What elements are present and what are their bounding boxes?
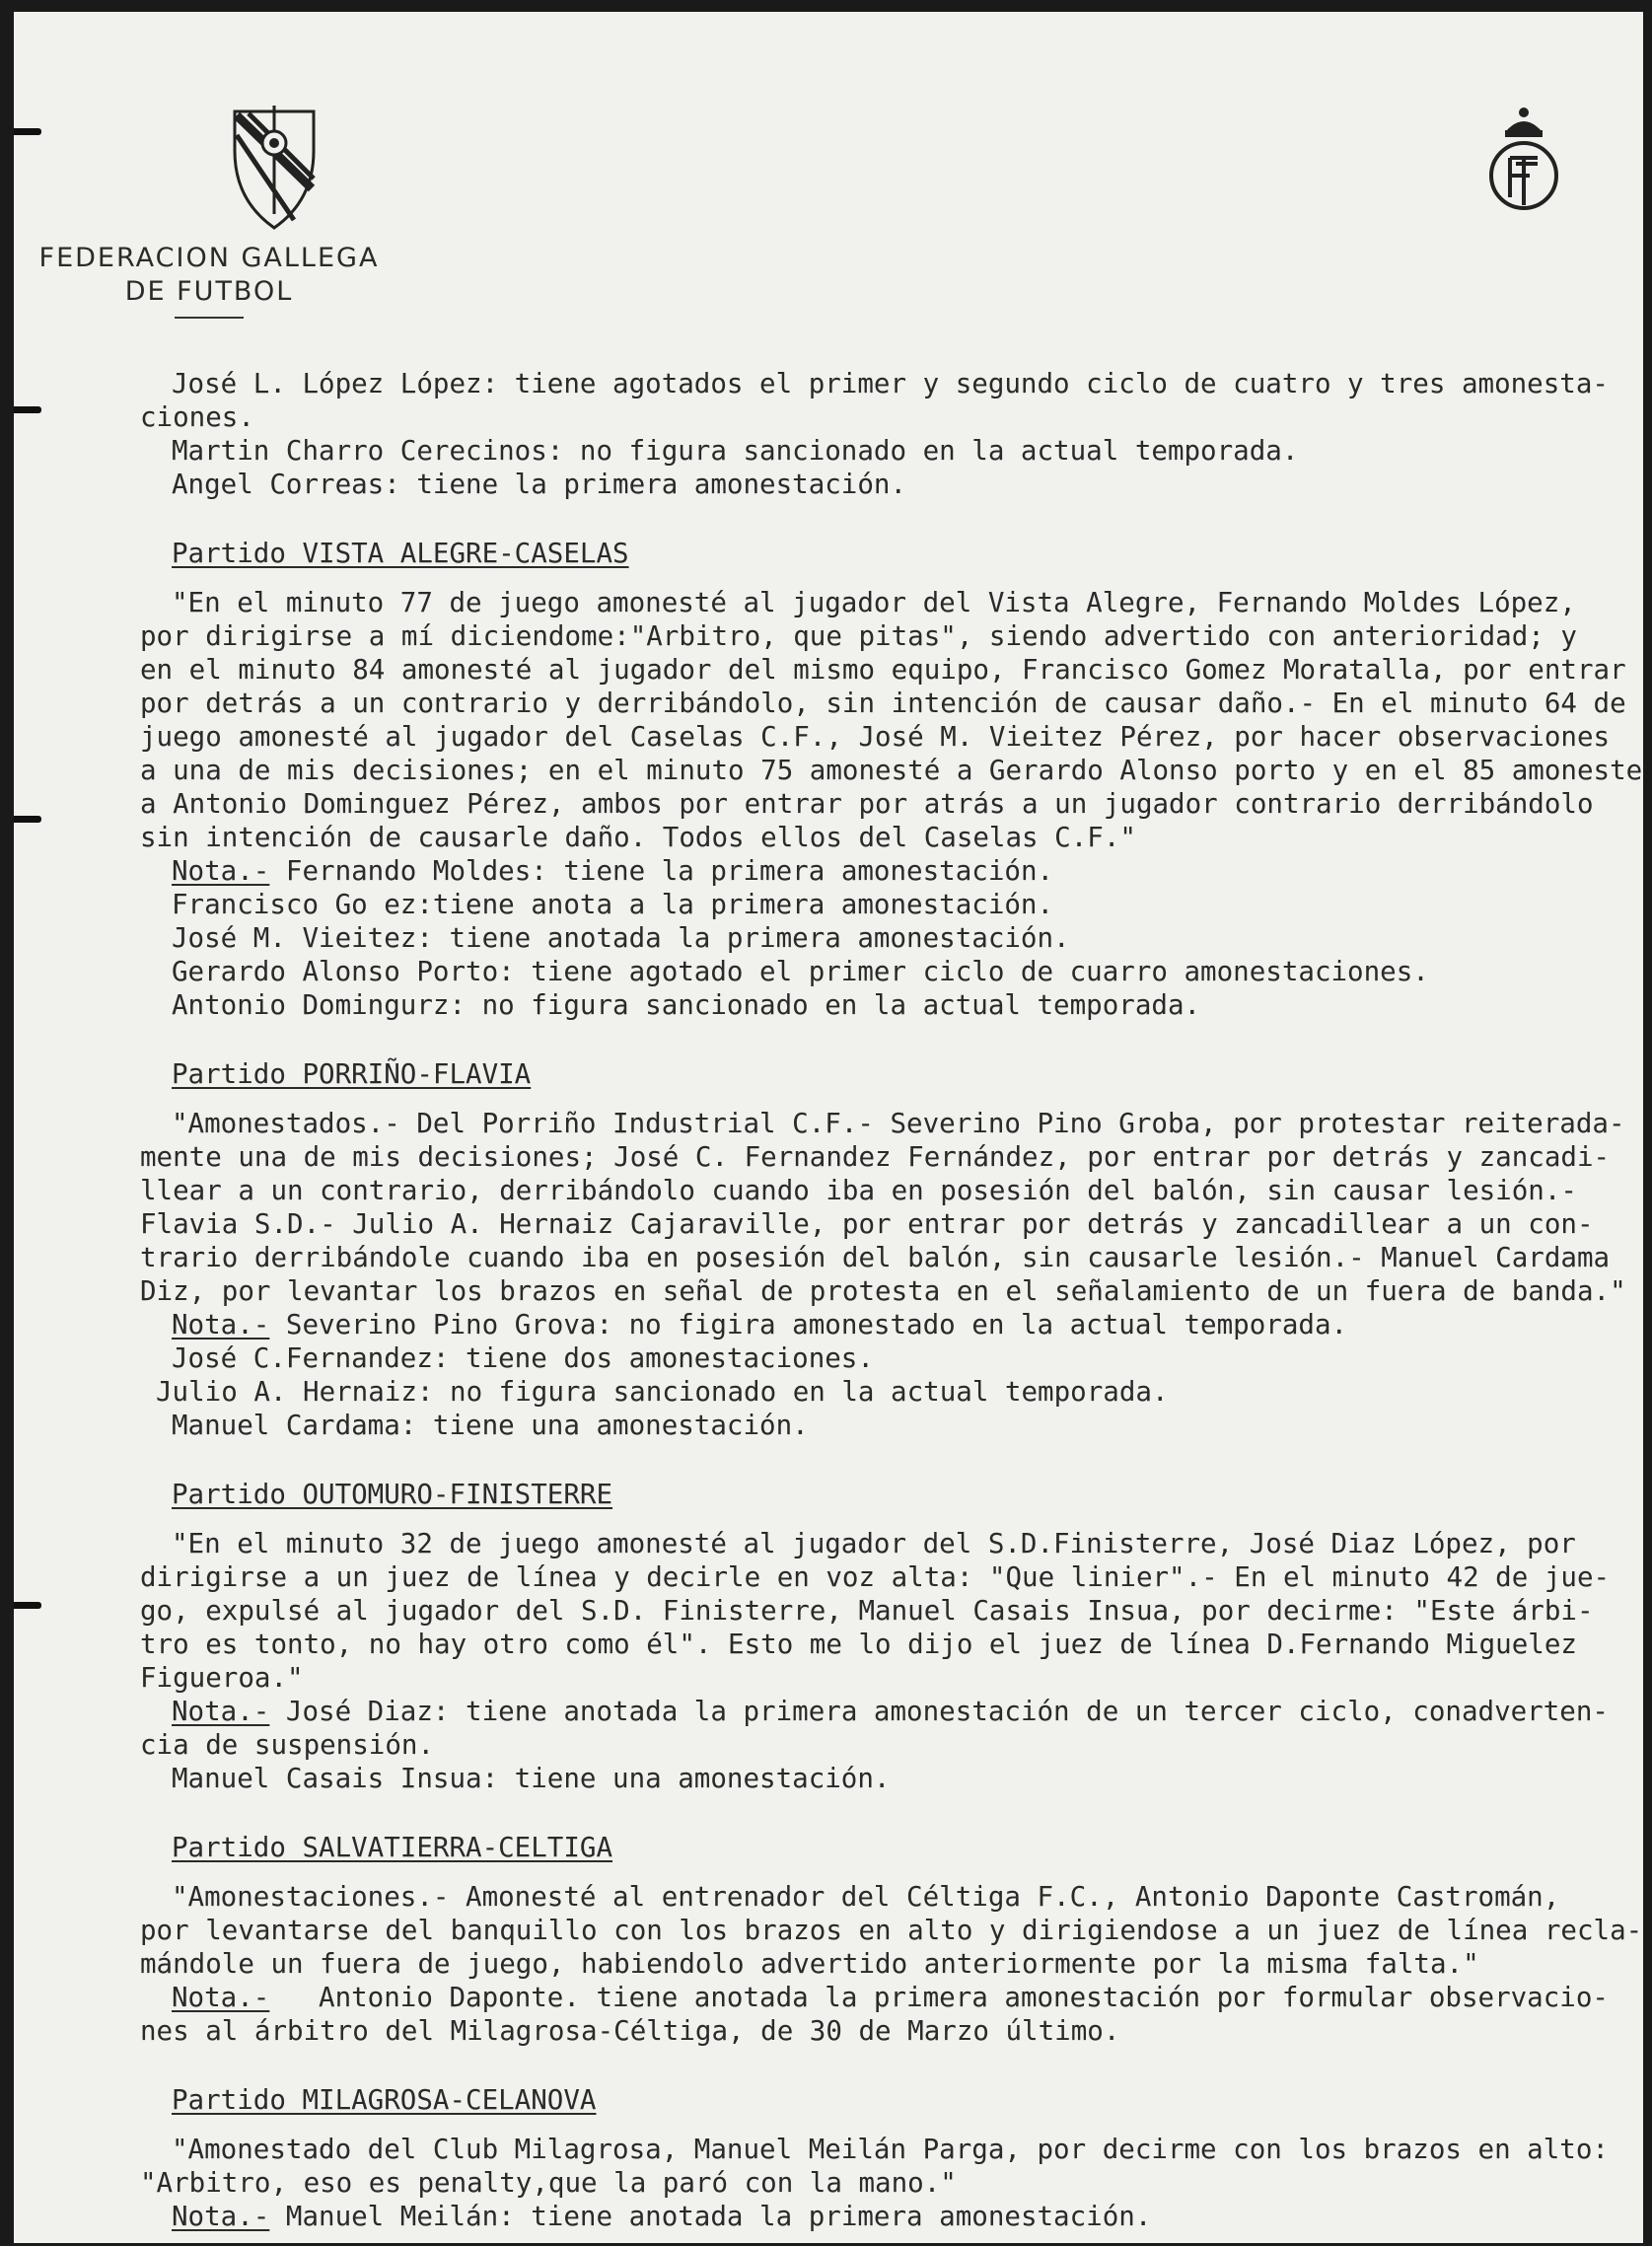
punch-hole-mark: [14, 1602, 41, 1609]
section-heading: Partido SALVATIERRA-CELTIGA: [172, 1832, 613, 1863]
note-line: Julio A. Hernaiz: no figura sancionado en la actual temporada.: [156, 1376, 1169, 1408]
document-page: [14, 12, 1643, 2243]
note-line: Manuel Casais Insua: tiene una amonestación.: [172, 1763, 891, 1794]
note-text: José Diaz: tiene anotada la primera amonestación de un tercer ciclo, conadverten-: [269, 1696, 1609, 1727]
report-line: go, expulsé al jugador del S.D. Finisterre, Manuel Casais Insua, por decirme: "Este árbi-: [140, 1595, 1594, 1627]
report-line: por dirigirse a mí diciendome:"Arbitro, que pitas", siendo advertido con anterioridad; y: [140, 620, 1577, 652]
note-line: nes al árbitro del Milagrosa-Céltiga, de 30 de Marzo último.: [140, 2015, 1120, 2047]
note-line: José M. Vieitez: tiene anotada la primera amonestación.: [172, 922, 1070, 954]
report-line: "Amonestados.- Del Porriño Industrial C.F.- Severino Pino Groba, por protestar reiterada-: [172, 1108, 1625, 1139]
rfef-crest-icon: [1483, 103, 1564, 213]
federation-name-line1: FEDERACION GALLEGA: [38, 243, 380, 273]
letterhead-rule: [175, 317, 244, 319]
note-line: José C.Fernandez: tiene dos amonestaciones.: [172, 1342, 874, 1374]
report-line: llear a un contrario, derribándolo cuando iba en posesión del balón, sin causar lesión.-: [140, 1175, 1577, 1206]
note-text: Antonio Daponte. tiene anotada la primera amonestación por formular observacio-: [269, 1982, 1609, 2013]
report-line: por detrás a un contrario y derribándolo, sin intención de causar daño.- En el minuto 64 de: [140, 688, 1626, 719]
nota-line: [140, 854, 1639, 888]
intro-line: José L. López López: tiene agotados el primer y segundo ciclo de cuatro y tres amonesta-: [172, 368, 1609, 399]
nota-line: [140, 1308, 1639, 1341]
report-line: "En el minuto 77 de juego amonesté al jugador del Vista Alegre, Fernando Moldes López,: [172, 587, 1576, 618]
report-line: "Amonestaciones.- Amonesté al entrenador del Céltiga F.C., Antonio Daponte Castromán,: [172, 1881, 1560, 1913]
report-line: a Antonio Dominguez Pérez, ambos por entrar por atrás a un jugador contrario derribándolo: [140, 788, 1594, 820]
report-line: en el minuto 84 amonesté al jugador del mismo equipo, Francisco Gomez Moratalla, por entrar: [140, 654, 1626, 686]
report-line: trario derribándole cuando iba en posesión del balón, sin causarle lesión.- Manuel Cardama: [140, 1242, 1611, 1273]
intro-line: ciones.: [140, 401, 254, 433]
report-line: mándole un fuera de juego, habiendolo advertido anteriormente por la misma falta.": [140, 1948, 1479, 1980]
nota-label: Nota.-: [172, 855, 270, 887]
report-line: "Arbitro, eso es penalty,que la paró con la mano.": [140, 2167, 957, 2199]
report-line: por levantarse del banquillo con los brazos en alto y dirigiendose a un juez de línea recla-: [140, 1915, 1643, 1946]
punch-hole-mark: [14, 816, 41, 823]
report-line: "En el minuto 32 de juego amonesté al jugador del S.D.Finisterre, José Diaz López, por: [172, 1528, 1576, 1559]
intro-line: Angel Correas: tiene la primera amonestación.: [172, 469, 907, 500]
document-body: [140, 367, 1643, 2233]
report-line: dirigirse a un juez de línea y decirle en voz alta: "Que linier".- En el minuto 42 de jue-: [140, 1561, 1611, 1593]
nota-line: [140, 1981, 1639, 2014]
report-line: mente una de mis decisiones; José C. Fernandez Fernández, por entrar por detrás y zancadi-: [140, 1141, 1611, 1173]
note-line: Francisco Go ez:tiene anota a la primera amonestación.: [172, 889, 1054, 920]
section-heading: Partido MILAGROSA-CELANOVA: [172, 2084, 597, 2116]
section-heading: Partido PORRIÑO-FLAVIA: [172, 1058, 532, 1090]
nota-line: [140, 2200, 1639, 2233]
nota-line: [140, 1695, 1639, 1728]
note-text: Manuel Meilán: tiene anotada la primera amonestación.: [269, 2201, 1152, 2232]
note-line: cia de suspensión.: [140, 1729, 435, 1761]
report-line: tro es tonto, no hay otro como él". Esto me lo dijo el juez de línea D.Fernando Miguelez: [140, 1629, 1577, 1660]
letterhead: [38, 106, 475, 319]
intro-line: Martin Charro Cerecinos: no figura sancionado en la actual temporada.: [172, 435, 1299, 467]
report-line: sin intención de causarle daño. Todos ellos del Caselas C.F.": [140, 822, 1136, 853]
report-line: juego amonesté al jugador del Caselas C.F., José M. Vieitez Pérez, por hacer observaciones: [140, 721, 1611, 753]
punch-hole-mark: [14, 128, 41, 135]
nota-label: Nota.-: [172, 1309, 270, 1340]
note-text: Fernando Moldes: tiene la primera amonestación.: [269, 855, 1054, 887]
federation-name-line2: DE FUTBOL: [124, 276, 294, 307]
note-line: Antonio Domingurz: no figura sancionado en la actual temporada.: [172, 989, 1201, 1021]
report-line: Figueroa.": [140, 1662, 304, 1694]
shield-icon: [229, 106, 320, 232]
report-line: "Amonestado del Club Milagrosa, Manuel Meilán Parga, por decirme con los brazos en alto:: [172, 2134, 1609, 2165]
section-heading: Partido OUTOMURO-FINISTERRE: [172, 1479, 613, 1510]
nota-label: Nota.-: [172, 1696, 270, 1727]
note-text: Severino Pino Grova: no figira amonestado en la actual temporada.: [269, 1309, 1348, 1340]
note-line: Manuel Cardama: tiene una amonestación.: [172, 1410, 809, 1441]
nota-label: Nota.-: [172, 2201, 270, 2232]
report-line: a una de mis decisiones; en el minuto 75 amonesté a Gerardo Alonso porto y en el 85 amoneste: [140, 755, 1643, 786]
report-line: Diz, por levantar los brazos en señal de protesta en el señalamiento de un fuera de banda.": [140, 1275, 1626, 1307]
report-line: Flavia S.D.- Julio A. Hernaiz Cajaraville, por entrar por detrás y zancadillear a un con-: [140, 1208, 1594, 1240]
note-line: Gerardo Alonso Porto: tiene agotado el primer ciclo de cuarro amonestaciones.: [172, 956, 1429, 987]
nota-label: Nota.-: [172, 1982, 270, 2013]
section-heading: Partido VISTA ALEGRE-CASELAS: [172, 538, 629, 569]
punch-hole-mark: [14, 406, 41, 413]
